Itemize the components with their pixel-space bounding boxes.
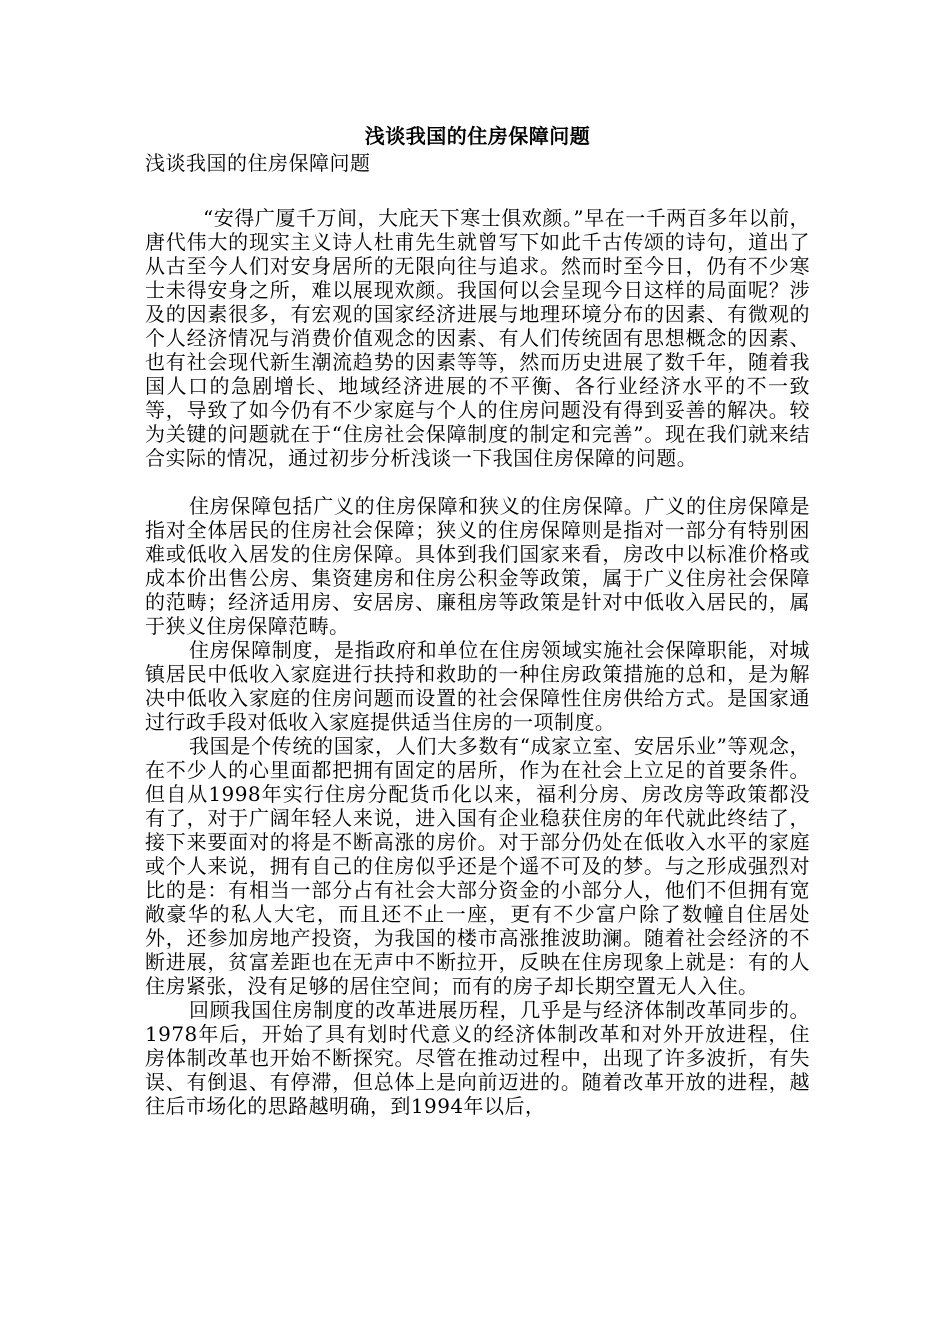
paragraph-definition: 住房保障包括广义的住房保障和狭义的住房保障。广义的住房保障是指对全体居民的住房社会保障；狭义的住房保障则是指对一部分有特别困难或低收入居发的住房保障。具体到我们国家来看，房改中以标准价格或成本价出售公房、集资建房和住房公积金等政策，属于广义住房社会保障的范畴；经济适用房、安居房、廉租房等政策是针对中低收入居民的，属于狭义住房保障范畴。	[145, 494, 810, 638]
paragraph-intro: “安得广厦千万间，大庇天下寒士俱欢颜。”早在一千两百多年以前，唐代伟大的现实主义诗人杜甫先生就曾写下如此千古传颂的诗句，道出了从古至今人们对安身居所的无限向往与追求。然而时至今日，仍有不少寒士未得安身之所，难以展现欢颜。我国何以会呈现今日这样的局面呢？涉及的因素很多，有宏观的国家经济进展与地理环境分布的因素、有微观的个人经济情况与消费价值观念的因素、有人们传统固有思想概念的因素、也有社会现代新生潮流趋势的因素等等，然而历史进展了数千年，随着我国人口的急剧增长、地域经济进展的不平衡、各行业经济水平的不一致等，导致了如今仍有不少家庭与个人的住房问题没有得到妥善的解决。较为关键的问题就在于“住房社会保障制度的制定和完善”。现在我们就来结合实际的情况，通过初步分析浅谈一下我国住房保障的问题。	[145, 206, 810, 470]
paragraph-tradition: 我国是个传统的国家，人们大多数有“成家立室、安居乐业”等观念，在不少人的心里面都把拥有固定的居所，作为在社会上立足的首要条件。但自从1998年实行住房分配货币化以来，福利分房、房改房等政策都没有了，对于广阔年轻人来说，进入国有企业稳获住房的年代就此终结了，接下来要面对的将是不断高涨的房价。对于部分仍处在低收入水平的家庭或个人来说，拥有自己的住房似乎还是个遥不可及的梦。与之形成强烈对比的是：有相当一部分占有社会大部分资金的小部分人，他们不但拥有宽敞豪华的私人大宅，而且还不止一座，更有不少富户除了数幢自住居处外，还参加房地产投资，为我国的楼市高涨推波助澜。随着社会经济的不断进展，贫富差距也在无声中不断拉开，反映在住房现象上就是：有的人住房紧张，没有足够的居住空间；而有的房子却长期空置无人入住。	[145, 734, 810, 998]
document-title: 浅谈我国的住房保障问题	[364, 124, 591, 148]
document-body	[145, 122, 810, 1118]
paragraph-history: 回顾我国住房制度的改革进展历程，几乎是与经济体制改革同步的。1978年后，开始了具有划时代意义的经济体制改革和对外开放进程，住房体制改革也开始不断探究。尽管在推动过程中，出现了许多波折，有失误、有倒退、有停滞，但总体上是向前迈进的。随着改革开放的进程，越往后市场化的思路越明确，到1994年以后，	[145, 998, 810, 1118]
document-subtitle: 浅谈我国的住房保障问题	[145, 151, 371, 175]
paragraph-system: 住房保障制度，是指政府和单位在住房领域实施社会保障职能，对城镇居民中低收入家庭进行扶持和救助的一种住房政策措施的总和，是为解决中低收入家庭的住房问题而设置的社会保障性住房供给方式。是国家通过行政手段对低收入家庭提供适当住房的一项制度。	[145, 638, 810, 734]
